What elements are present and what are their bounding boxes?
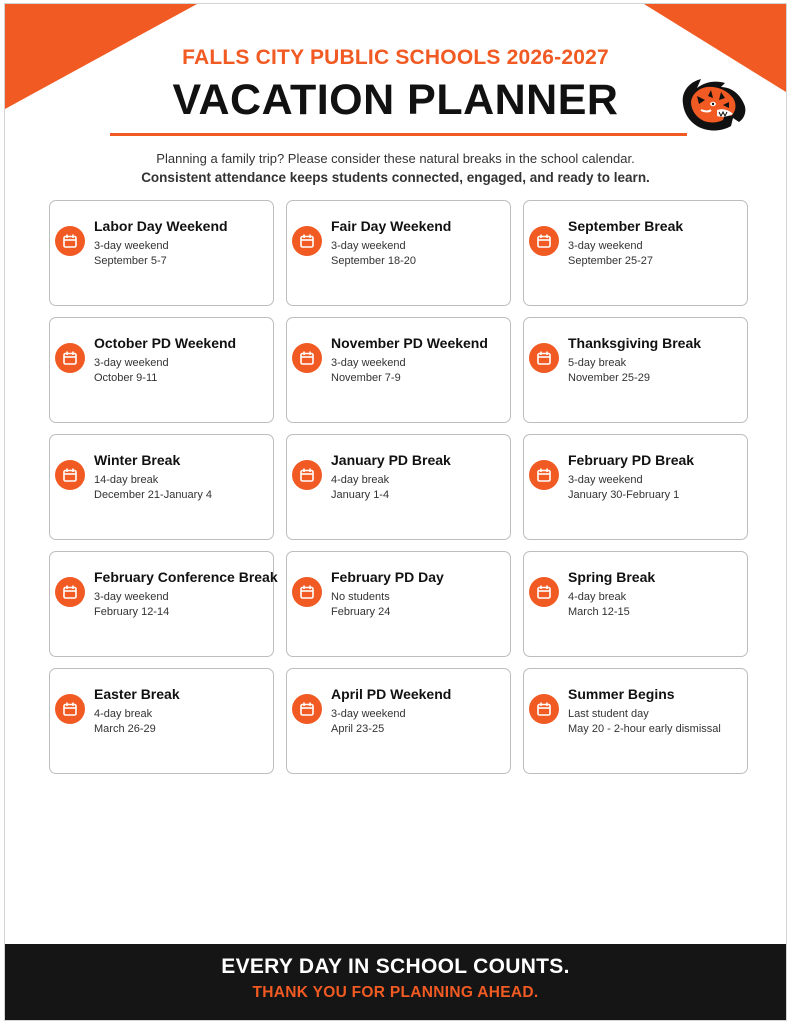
break-dates: September 18-20 [331,255,416,267]
break-title: November PD Weekend [331,335,488,351]
calendar-icon [292,694,322,724]
calendar-icon [529,694,559,724]
break-card [523,200,748,306]
tiger-logo-icon [677,74,749,134]
calendar-icon [55,343,85,373]
break-title: Winter Break [94,452,181,468]
break-card [49,317,274,423]
break-title: January PD Break [331,452,451,468]
break-dates: September 5-7 [94,255,167,267]
calendar-icon [55,577,85,607]
break-detail: 4-day break [568,591,627,603]
district-heading: FALLS CITY PUBLIC SCHOOLS 2026-2027 [182,46,609,69]
footer-line-2: THANK YOU FOR PLANNING AHEAD. [252,984,539,1001]
break-title: Fair Day Weekend [331,218,452,234]
break-card [523,551,748,657]
break-dates: April 23-25 [331,723,385,735]
break-dates: March 26-29 [94,723,156,735]
break-dates: September 25-27 [568,255,653,267]
footer-banner [5,944,786,1020]
calendar-icon [55,460,85,490]
break-card [286,668,511,774]
break-title: September Break [568,218,684,234]
break-card [49,551,278,657]
break-dates: October 9-11 [94,372,158,384]
intro-line-2: Consistent attendance keeps students connected, engaged, and ready to learn. [141,170,650,185]
break-detail: 3-day weekend [568,474,643,486]
break-dates: January 1-4 [331,489,390,501]
break-detail: 4-day break [331,474,390,486]
break-detail: 4-day break [94,708,153,720]
break-card [49,434,274,540]
break-card [523,668,748,774]
break-detail: 3-day weekend [331,357,406,369]
break-title: Spring Break [568,569,656,585]
break-detail: 3-day weekend [94,240,169,252]
break-title: Labor Day Weekend [94,218,228,234]
break-card [49,668,274,774]
break-title: Summer Begins [568,686,675,702]
calendar-icon [292,460,322,490]
break-title: February PD Day [331,569,444,585]
intro-text [5,149,786,187]
break-detail: 14-day break [94,474,159,486]
calendar-icon [55,226,85,256]
break-title: Thanksgiving Break [568,335,702,351]
calendar-icon [529,577,559,607]
calendar-icon [55,694,85,724]
break-card [523,434,748,540]
header-divider [110,133,687,136]
break-card [523,317,748,423]
break-dates: December 21-January 4 [94,489,213,501]
intro-line-1: Planning a family trip? Please consider these natural breaks in the school calendar. [156,151,635,166]
break-title: Easter Break [94,686,180,702]
break-dates: February 12-14 [94,606,170,618]
break-detail: 3-day weekend [331,240,406,252]
calendar-icon [529,343,559,373]
calendar-icon [292,226,322,256]
footer-line-1: EVERY DAY IN SCHOOL COUNTS. [221,955,570,978]
break-dates: November 7-9 [331,372,401,384]
calendar-icon [529,226,559,256]
vacation-planner-page [4,3,787,1021]
break-card [49,200,274,306]
break-dates: February 24 [331,606,391,618]
break-title: February Conference Break [94,569,278,585]
break-dates: November 25-29 [568,372,650,384]
break-card [286,551,511,657]
breaks-grid [49,200,749,774]
break-detail: 5-day break [568,357,627,369]
break-title: February PD Break [568,452,695,468]
break-dates: January 30-February 1 [568,489,680,501]
page-title: VACATION PLANNER [172,76,619,124]
break-detail: 3-day weekend [94,357,169,369]
calendar-icon [292,577,322,607]
break-detail: No students [331,591,390,603]
break-detail: 3-day weekend [94,591,169,603]
break-detail: 3-day weekend [331,708,406,720]
break-dates: May 20 - 2-hour early dismissal [568,723,721,735]
break-card [286,434,511,540]
break-dates: March 12-15 [568,606,630,618]
break-card [286,200,511,306]
break-detail: Last student day [568,708,649,720]
break-detail: 3-day weekend [568,240,643,252]
break-title: October PD Weekend [94,335,237,351]
break-title: April PD Weekend [331,686,452,702]
break-card [286,317,511,423]
calendar-icon [529,460,559,490]
calendar-icon [292,343,322,373]
